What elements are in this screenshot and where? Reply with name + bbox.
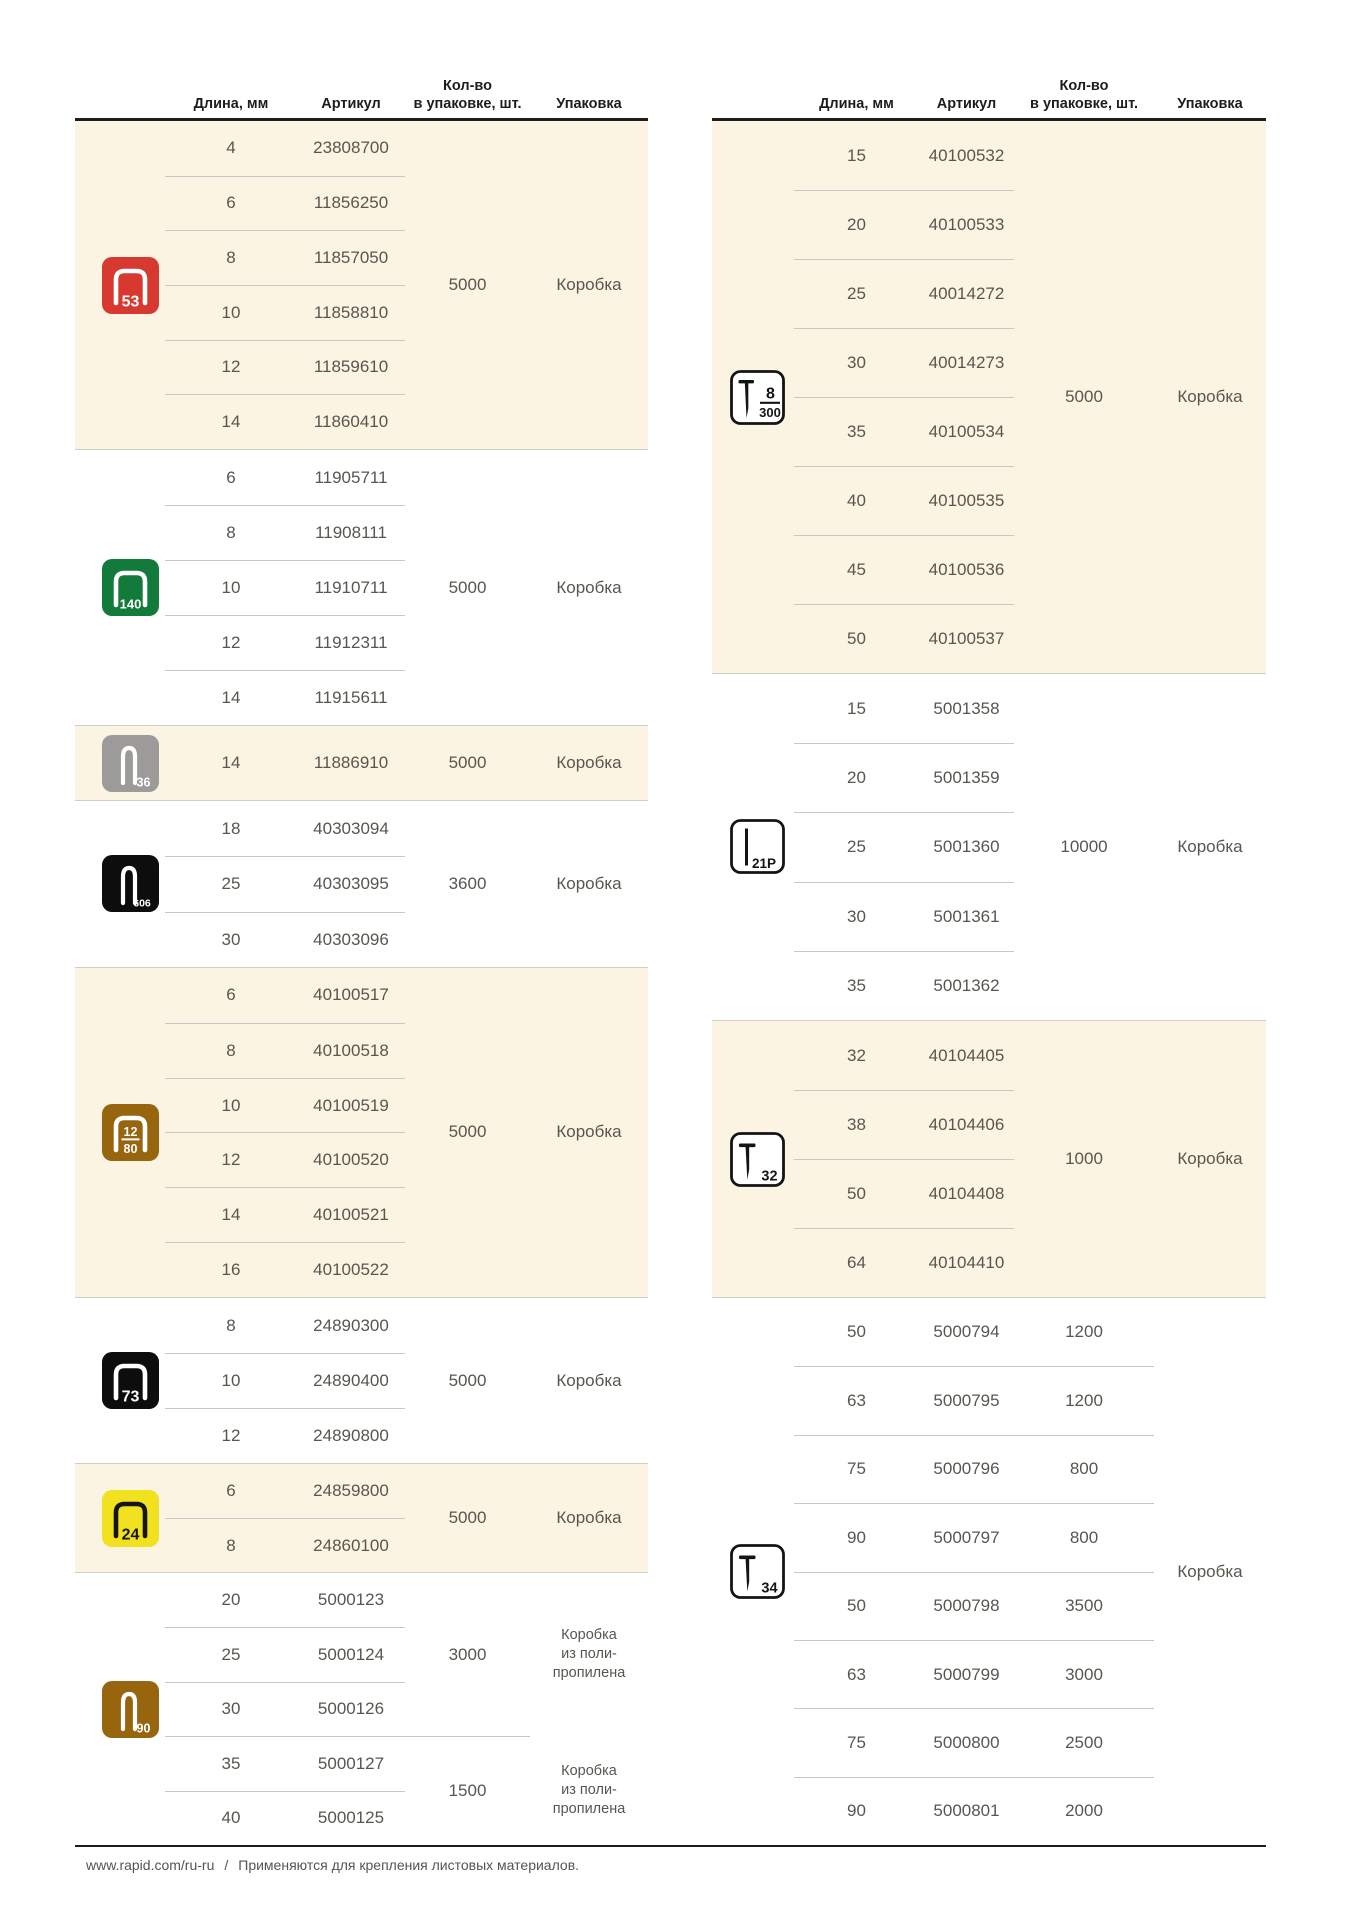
packaging-value: Коробка: [556, 1370, 622, 1390]
article-value: 40303095: [297, 856, 405, 911]
qty-value: 800: [1014, 1435, 1154, 1503]
article-value: 23808700: [313, 138, 389, 158]
length-value: 50: [794, 1572, 919, 1640]
article-value: 5000123: [317, 1590, 385, 1610]
product-group: [75, 449, 648, 725]
nail-34-icon: [712, 1298, 794, 1845]
article-value: 11858810: [297, 285, 405, 340]
article-value: 40100536: [919, 535, 1014, 604]
article-value: 5001361: [919, 882, 1014, 951]
article-value: 40100534: [919, 397, 1014, 466]
col-header-qty-line1: Кол-во: [1059, 78, 1109, 95]
article-value: 5000801: [919, 1777, 1014, 1845]
article-value: 24860100: [297, 1518, 405, 1572]
product-group: [712, 1297, 1266, 1845]
length-value: 30: [165, 912, 297, 967]
length-value: 8: [226, 1315, 236, 1335]
article-value: 24890800: [297, 1408, 405, 1463]
article-value: 40100519: [297, 1078, 405, 1133]
article-value: 5000797: [919, 1503, 1014, 1571]
svg-text:8: 8: [766, 385, 775, 402]
length-value: 90: [794, 1503, 919, 1571]
svg-text:12: 12: [123, 1124, 138, 1139]
svg-text:21P: 21P: [751, 856, 777, 872]
length-value: 12: [165, 340, 297, 395]
col-header-packaging: Упаковка: [556, 95, 622, 112]
qty-value: 3000: [1014, 1640, 1154, 1708]
staple-53-icon: [75, 121, 165, 449]
packaging-value: Коробка: [1177, 836, 1243, 856]
svg-text:32: 32: [761, 1168, 778, 1184]
article-value: 11856250: [297, 176, 405, 231]
article-value: 40303094: [313, 818, 389, 838]
packaging-value: Коробка из поли- пропилена: [552, 1626, 626, 1682]
length-value: 30: [165, 1682, 297, 1736]
article-value: 40100518: [297, 1023, 405, 1078]
article-value: 11910711: [297, 560, 405, 615]
article-value: 5001358: [933, 698, 1000, 718]
nails-table: [712, 55, 1266, 1845]
qty-value: 5000: [448, 275, 487, 294]
qty-value: 5000: [448, 1508, 487, 1527]
length-value: 25: [165, 1627, 297, 1681]
svg-text:36: 36: [136, 775, 151, 789]
length-value: 6: [226, 467, 236, 487]
length-value: 35: [165, 1736, 297, 1790]
length-value: 10: [165, 285, 297, 340]
table-body: [75, 121, 648, 1845]
length-value: 8: [165, 230, 297, 285]
packaging-value: Коробка: [556, 753, 622, 772]
qty-value: 2500: [1014, 1708, 1154, 1776]
pin-21p-icon: [712, 674, 794, 1020]
length-value: 15: [847, 698, 866, 718]
article-value: 5001362: [919, 951, 1014, 1020]
product-group: [75, 1572, 648, 1845]
article-value: 5001360: [919, 812, 1014, 881]
length-value: 35: [794, 951, 919, 1020]
article-value: 40014273: [919, 328, 1014, 397]
col-header-length: Длина, мм: [193, 95, 269, 112]
qty-value: 10000: [1060, 836, 1108, 856]
packaging-value: Коробка: [556, 577, 622, 597]
packaging-value: Коробка: [1177, 1149, 1243, 1168]
qty-value: 2000: [1014, 1777, 1154, 1845]
article-value: 11915611: [297, 670, 405, 725]
length-value: 10: [165, 1078, 297, 1133]
svg-text:24: 24: [121, 1526, 140, 1543]
staple-36-icon: [75, 726, 165, 800]
article-value: 40100537: [919, 604, 1014, 673]
packaging-value: Коробка из поли- пропилена: [552, 1762, 626, 1818]
staple-12-80-icon: [75, 968, 165, 1297]
article-value: 5000125: [297, 1791, 405, 1845]
packaging-value: Коробка: [1177, 387, 1243, 406]
length-value: 50: [794, 1159, 919, 1228]
length-value: 40: [165, 1791, 297, 1845]
qty-value: 3600: [448, 873, 487, 893]
qty-value: 5000: [448, 577, 487, 597]
length-value: 25: [165, 856, 297, 911]
svg-text:300: 300: [759, 404, 781, 420]
article-value: 5000800: [919, 1708, 1014, 1776]
article-value: 5000127: [297, 1736, 405, 1790]
article-value: 40100533: [919, 190, 1014, 259]
length-value: 12: [165, 1132, 297, 1187]
length-value: 25: [794, 812, 919, 881]
article-value: 5000126: [297, 1682, 405, 1736]
article-value: 24890400: [297, 1353, 405, 1408]
qty-value: 800: [1014, 1503, 1154, 1571]
length-value: 20: [221, 1590, 241, 1610]
col-header-length: Длина, мм: [819, 95, 894, 112]
length-value: 50: [847, 1322, 866, 1342]
length-value: 63: [794, 1366, 919, 1434]
article-value: 40014272: [919, 259, 1014, 328]
length-value: 6: [226, 985, 236, 1005]
length-value: 38: [794, 1090, 919, 1159]
col-header-qty-line2: в упаковке, шт.: [1030, 95, 1138, 112]
qty-value: 5000: [448, 1370, 487, 1390]
length-value: 8: [165, 1518, 297, 1572]
article-value: 5000794: [933, 1322, 1000, 1342]
length-value: 30: [794, 328, 919, 397]
article-value: 5001359: [919, 743, 1014, 812]
article-value: 40104405: [928, 1045, 1005, 1065]
length-value: 16: [165, 1242, 297, 1297]
article-value: 40100535: [919, 466, 1014, 535]
product-group: [75, 725, 648, 800]
article-value: 5000795: [919, 1366, 1014, 1434]
svg-text:606: 606: [133, 897, 151, 910]
staples-table: [75, 55, 648, 1845]
product-group: [75, 121, 648, 449]
footer-rule: [75, 1845, 1266, 1847]
length-value: 30: [794, 882, 919, 951]
length-value: 14: [165, 1187, 297, 1242]
article-value: 40100522: [297, 1242, 405, 1297]
qty-value: 1200: [1065, 1322, 1103, 1342]
qty-value: 5000: [448, 1122, 487, 1142]
article-value: 40303096: [297, 912, 405, 967]
packaging-value: Коробка: [556, 275, 622, 294]
svg-text:34: 34: [761, 1580, 778, 1597]
col-header-article: Артикул: [321, 95, 381, 112]
qty-value: 3000: [448, 1644, 487, 1664]
length-value: 35: [794, 397, 919, 466]
length-value: 64: [794, 1228, 919, 1297]
col-header-packaging: Упаковка: [1177, 95, 1243, 112]
packaging-value: Коробка: [556, 1508, 622, 1527]
product-group: [75, 800, 648, 967]
svg-text:140: 140: [119, 596, 142, 612]
article-value: 5000799: [919, 1640, 1014, 1708]
length-value: 40: [794, 466, 919, 535]
length-value: 20: [794, 743, 919, 812]
article-value: 24859800: [313, 1481, 389, 1500]
length-value: 4: [226, 138, 236, 158]
product-group: [75, 967, 648, 1297]
length-value: 12: [165, 615, 297, 670]
staple-140-icon: [75, 450, 165, 725]
qty-value: 1500: [405, 1736, 530, 1845]
length-value: 20: [794, 190, 919, 259]
col-header-qty: [405, 78, 530, 113]
article-value: 40100520: [297, 1132, 405, 1187]
article-value: 40100521: [297, 1187, 405, 1242]
article-value: 40104410: [919, 1228, 1014, 1297]
length-value: 50: [794, 604, 919, 673]
qty-value: 1200: [1014, 1366, 1154, 1434]
staple-90-icon: [75, 1573, 165, 1845]
product-group: [75, 1297, 648, 1463]
article-value: 11905711: [314, 467, 388, 487]
table-body: [712, 121, 1266, 1845]
table-header: [712, 55, 1266, 121]
staple-606-icon: [75, 801, 165, 967]
length-value: 10: [165, 560, 297, 615]
length-value: 6: [226, 1481, 236, 1500]
svg-text:53: 53: [121, 293, 140, 310]
svg-text:80: 80: [123, 1141, 138, 1156]
product-group: [712, 121, 1266, 673]
article-value: 5000796: [919, 1435, 1014, 1503]
length-value: 75: [794, 1708, 919, 1776]
packaging-value: Коробка: [556, 873, 622, 893]
product-group: [75, 1463, 648, 1572]
qty-value: 1000: [1065, 1149, 1103, 1168]
length-value: 18: [221, 818, 241, 838]
product-group: [712, 1020, 1266, 1297]
article-value: 11857050: [297, 230, 405, 285]
length-value: 90: [794, 1777, 919, 1845]
col-header-article: Артикул: [936, 95, 997, 112]
col-header-qty-line1: Кол-во: [443, 78, 492, 95]
length-value: 45: [794, 535, 919, 604]
footer-url: www.rapid.com/ru-ru: [86, 1857, 215, 1873]
product-group: [712, 673, 1266, 1020]
length-value: 63: [794, 1640, 919, 1708]
length-value: 14: [165, 670, 297, 725]
length-value: 8: [165, 505, 297, 560]
article-value: 5000124: [297, 1627, 405, 1681]
length-value: 25: [794, 259, 919, 328]
footer: [86, 1857, 579, 1873]
col-header-qty: [1014, 78, 1154, 113]
article-value: 40104408: [919, 1159, 1014, 1228]
length-value: 32: [847, 1045, 866, 1065]
length-value: 12: [165, 1408, 297, 1463]
qty-value: 3500: [1014, 1572, 1154, 1640]
nail-32-icon: [712, 1021, 794, 1297]
packaging-value: Коробка: [556, 1122, 622, 1142]
length-value: 6: [165, 176, 297, 231]
length-value: 8: [165, 1023, 297, 1078]
article-value: 40100532: [928, 145, 1005, 165]
staple-24-icon: [75, 1464, 165, 1572]
svg-text:73: 73: [121, 1388, 140, 1406]
article-value: 11859610: [297, 340, 405, 395]
staple-73-icon: [75, 1298, 165, 1463]
length-value: 75: [794, 1435, 919, 1503]
article-value: 11912311: [297, 615, 405, 670]
article-value: 24890300: [313, 1315, 389, 1335]
length-value: 14: [221, 753, 241, 772]
footer-note: Применяются для крепления листовых материалов.: [238, 1857, 580, 1873]
article-value: 11908111: [297, 505, 405, 560]
article-value: 5000798: [919, 1572, 1014, 1640]
packaging-value: Коробка: [1177, 1561, 1243, 1581]
footer-separator: /: [224, 1857, 229, 1873]
length-value: 15: [847, 145, 866, 165]
length-value: 10: [165, 1353, 297, 1408]
table-header: [75, 55, 648, 121]
col-header-qty-line2: в упаковке, шт.: [413, 95, 522, 112]
nail-8-300-icon: [712, 121, 794, 673]
svg-text:90: 90: [136, 1721, 151, 1735]
length-value: 14: [165, 394, 297, 449]
qty-value: 5000: [448, 753, 487, 772]
qty-value: 5000: [1065, 387, 1103, 406]
article-value: 40100517: [313, 985, 389, 1005]
article-value: 11860410: [297, 394, 405, 449]
article-value: 11886910: [313, 753, 389, 772]
article-value: 40104406: [919, 1090, 1014, 1159]
